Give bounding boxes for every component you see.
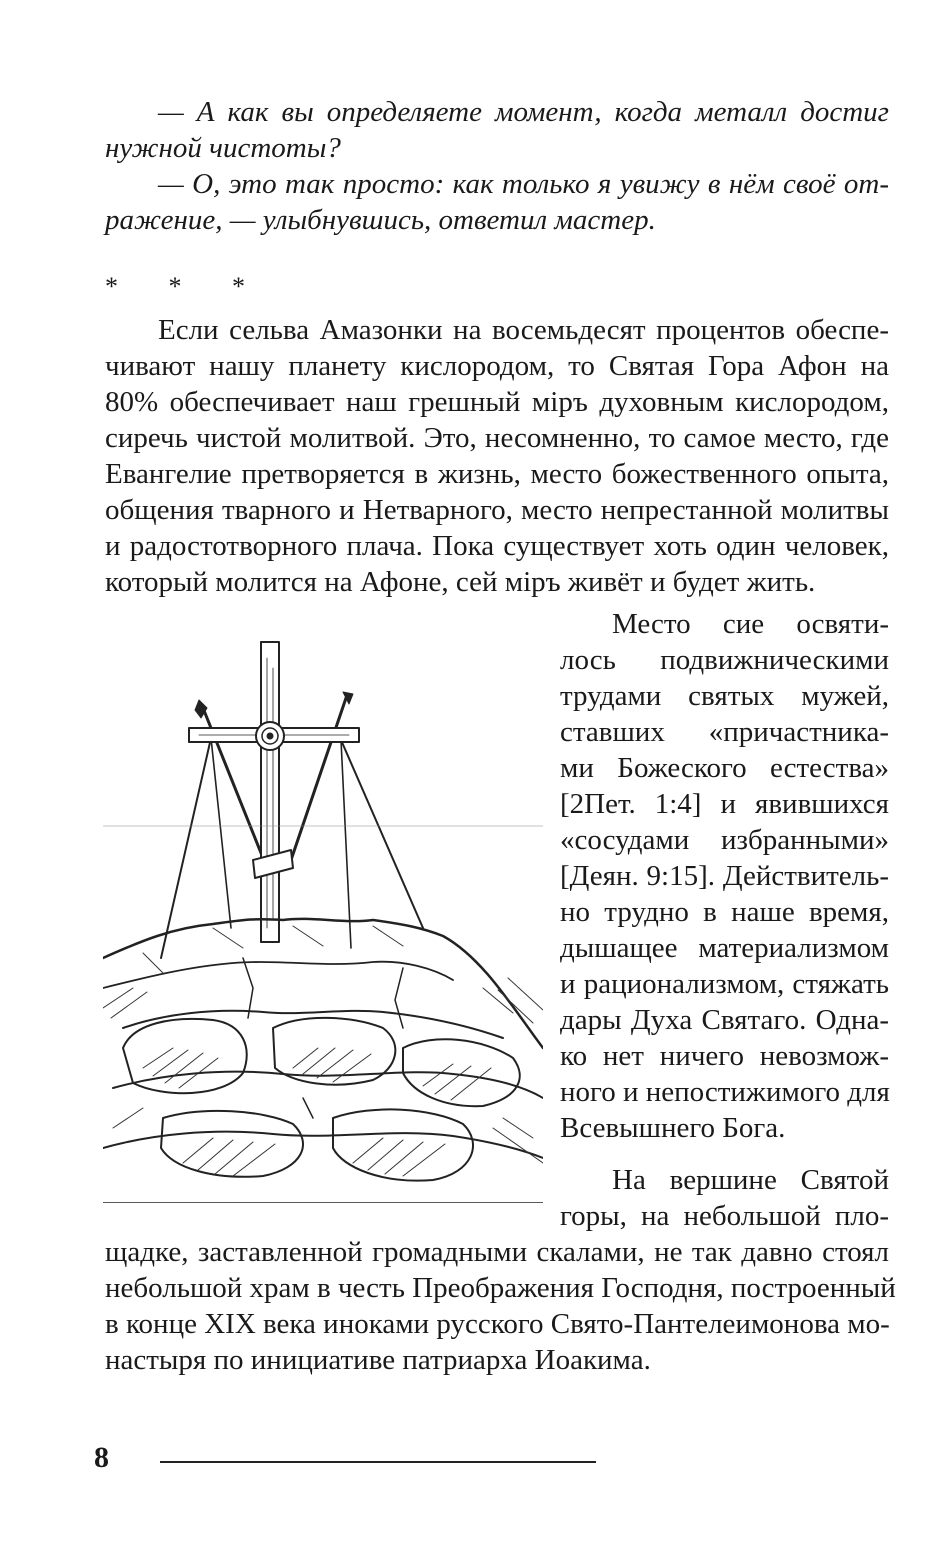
- paragraph-line: 80% обеспечивает наш грешный міръ духовным кислородом,: [105, 386, 889, 418]
- paragraph-line: общения тварного и Нетварного, место непрестанной молитвы: [105, 494, 889, 526]
- paragraph-line: [Деян. 9:15]. Действитель-: [560, 860, 889, 892]
- dialogue-line: — О, это так просто: как только я увижу в нём своё от-: [158, 168, 889, 200]
- page-number: 8: [94, 1441, 109, 1474]
- paragraph-line: ми Божеского естества»: [560, 752, 889, 784]
- paragraph-line: щадке, заставленной громадными скалами, не так давно стоял: [105, 1236, 889, 1268]
- paragraph-line: небольшой храм в честь Преображения Господня, построенный: [105, 1272, 896, 1304]
- paragraph-line: в конце XIX века иноками русского Свято-Пантелеимонова мо-: [105, 1308, 890, 1340]
- paragraph-line: дышащее материализмом: [560, 932, 889, 964]
- paragraph-line: ко нет ничего невозмож-: [560, 1040, 889, 1072]
- cross-on-summit-illustration: [103, 628, 543, 1203]
- paragraph-line: Евангелие претворяется в жизнь, место божественного опыта,: [105, 458, 889, 490]
- paragraph-line: дары Духа Святаго. Одна-: [560, 1004, 889, 1036]
- paragraph-line: лось подвижническими: [560, 644, 889, 676]
- paragraph-line: ного и непостижимого для: [560, 1076, 890, 1108]
- paragraph-line: трудами святых мужей,: [560, 680, 889, 712]
- paragraph-line: [2Пет. 1:4] и явившихся: [560, 788, 889, 820]
- dialogue-line: — А как вы определяете момент, когда металл достиг: [158, 96, 889, 128]
- footer-rule: [160, 1461, 596, 1463]
- paragraph-line: «сосудами избранными»: [560, 824, 889, 856]
- paragraph-line: который молится на Афоне, сей міръ живёт и будет жить.: [105, 566, 816, 598]
- paragraph-line: ставших «причастника-: [560, 716, 889, 748]
- paragraph-line: но трудно в наше время,: [560, 896, 889, 928]
- paragraph-line: и рационализмом, стяжать: [560, 968, 889, 1000]
- dialogue-line: ражение, — улыбнувшись, ответил мастер.: [105, 204, 656, 236]
- paragraph-line: Место сие освяти-: [612, 608, 889, 640]
- dialogue-line: нужной чистоты?: [105, 132, 341, 164]
- paragraph-line: На вершине Святой: [612, 1164, 889, 1196]
- paragraph-line: Всевышнего Бога.: [560, 1112, 786, 1144]
- paragraph-line: горы, на небольшой пло-: [560, 1200, 889, 1232]
- paragraph-line: настыря по инициативе патриарха Иоакима.: [105, 1344, 651, 1376]
- paragraph-line: сиречь чистой молитвой. Это, несомненно, то самое место, где: [105, 422, 889, 454]
- paragraph-line: и радостотворного плача. Пока существует хоть один человек,: [105, 530, 889, 562]
- section-separator: * * *: [105, 272, 267, 301]
- paragraph-line: чивают нашу планету кислородом, то Святая Гора Афон на: [105, 350, 889, 382]
- paragraph-line: Если сельва Амазонки на восемьдесят процентов обеспе-: [158, 314, 889, 346]
